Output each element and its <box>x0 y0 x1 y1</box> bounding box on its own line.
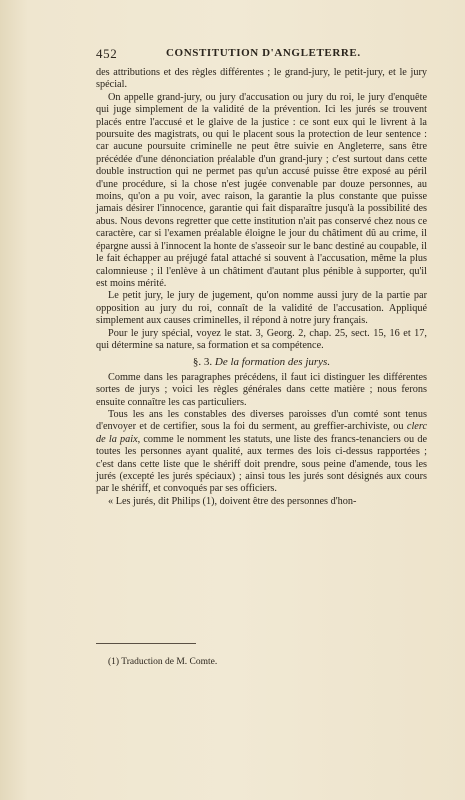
footnote: (1) Traduction de M. Comte. <box>108 657 218 667</box>
page-number: 452 <box>96 46 118 61</box>
running-title: CONSTITUTION D'ANGLETERRE. <box>166 47 361 59</box>
page-body <box>96 67 427 508</box>
paragraph-petit-jury: Le petit jury, le jury de jugement, qu'on nomme aussi jury de la partie par opposition au jury du roi, connaît de la validité de l'accusation. Appliqué simplement aux causes criminelles, il répond à notre jury français. <box>96 290 427 327</box>
constables-text-after: , comme le nomment les statuts, une liste des francs-tenanciers ou de toutes les personnes ayant qualité, aux termes des lois ci-dessus rapportées ; c'est dans cette liste que le shériff doit prendre, sous peine d'amende, tous les jurés (excepté les jurés spéciaux) ; ainsi tous les jurés sont désignés aux cours par le shériff, et convoqués par ses officiers. <box>96 433 427 495</box>
footnote-rule <box>96 643 196 644</box>
paragraph-continuation: des attributions et des règles différentes ; le grand-jury, le petit-jury, et le jury spécial. <box>96 67 427 91</box>
clerc-de-la-paix: clerc de la paix <box>96 421 427 445</box>
page-header <box>96 46 426 62</box>
constables-text-before: Tous les ans les constables des diverses paroisses d'un comté sont tenus d'envoyer et de certifier, sous la foi du serment, au greffier-archiviste, ou <box>96 408 427 433</box>
section-title: De la formation des jurys. <box>214 356 331 369</box>
paragraph-grand-jury: On appelle grand-jury, ou jury d'accusation ou jury du roi, le jury d'enquête qui juge simplement de la validité de la prévention. Ici les jurés se trouvent placés entre l'accusé et le glaive de la justice : ce sont eux qui le livrent à la poursuite des magistrats, ou qui le placent sous la protection de leur sentence : car aucune poursuite criminelle ne peut être suivie en Angleterre, sans être précédée d'une dénonciation préalable d'un grand-jury ; c'est surtout dans cette double instruction qui ne permet pas qu'un accusé puisse être exposé au péril d'une procédure, si la chose n'est jugée convenable par douze personnes, au moins, qu'on a pu voir, avec raison, la garantie la plus constante que puisse jamais désirer l'innocence, garantie qui fait disparaître jusqu'à la possibilité des abus. Nous devons regretter que cette institution n'ait pas conservé chez nous ce caractère, car si l'examen préalable éloigne le jour du châtiment dû au crime, il épargne aussi à l'innocent la honte de s'asseoir sur le banc destiné au coupable, il le fait échapper au préjugé fatal attaché si souvent à l'accusation, même la plus calomnieuse ; il l'enlève à un châtiment d'autant plus pénible à supporter, qu'il est moins mérité. <box>96 91 427 289</box>
paragraph-philips-quote: « Les jurés, dit Philips (1), doivent être des personnes d'hon- <box>108 495 357 507</box>
paragraph-constables <box>96 409 427 496</box>
section-number: §. 3. <box>192 356 213 369</box>
paragraph-jury-special: Pour le jury spécial, voyez le stat. 3, Georg. 2, chap. 25, sect. 15, 16 et 17, qui détermine sa nature, sa formation et sa compétence. <box>96 327 427 351</box>
paragraph-intro: Comme dans les paragraphes précédens, il faut ici distinguer les différentes sortes de jurys ; voici les règles générales dans cette matière ; nous ferons ensuite connaître les cas particuliers. <box>96 371 427 408</box>
section-heading <box>96 356 427 368</box>
